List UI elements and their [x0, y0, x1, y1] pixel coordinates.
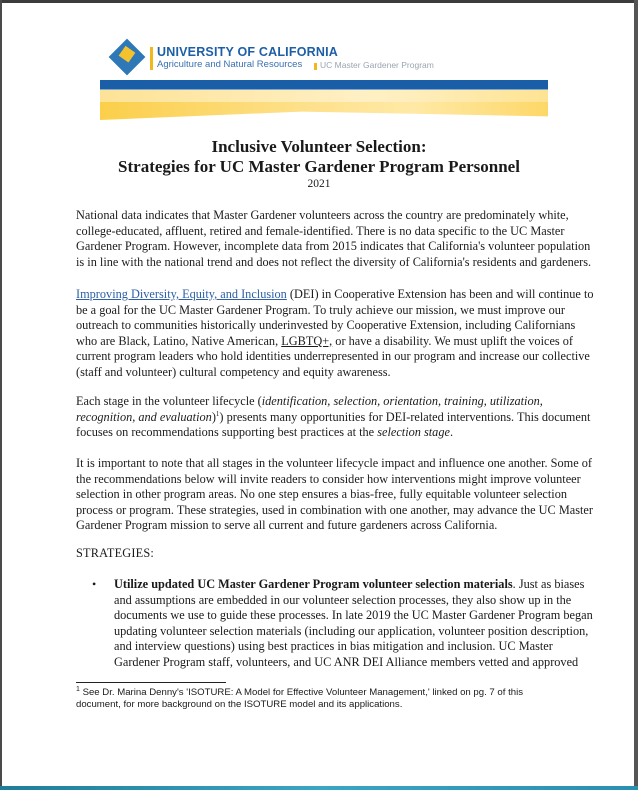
paragraph-stages: [76, 456, 593, 534]
bullet-icon: •: [92, 577, 97, 591]
text: who are Black, Latino, Native American,: [76, 333, 282, 348]
text-line: Gardener Program mission to serve all current and future gardeners across California.: [76, 518, 498, 533]
text: ): [211, 409, 216, 424]
text-line: It is important to note that all stages in the volunteer lifecycle impact and influence one another. Some of: [76, 456, 592, 470]
text-line: outreach to communities historically underinvested by Cooperative Extension, including Californians: [76, 318, 576, 333]
doc-year: 2021: [307, 178, 331, 190]
text-line: is in line with the national trend and does not reflect the diversity of California's residents and gardeners.: [76, 254, 592, 269]
doc-title: Inclusive Volunteer Selection:: [211, 137, 427, 156]
banner-highlight: [100, 90, 548, 102]
text-line: current program leaders who hold identities underrepresented in our program and increase our collective: [76, 349, 590, 364]
logo-divider: [150, 47, 153, 70]
text-line: documents we use to guide these processes. In late 2019 the UC Master Gardener Program began: [114, 608, 593, 623]
dei-link[interactable]: Improving Diversity, Equity, and Inclusion: [76, 287, 287, 301]
footnote: [76, 687, 586, 711]
italic-text: identification, selection, orientation, training, utilization,: [261, 394, 543, 408]
window-border-bottom: [0, 786, 638, 790]
text-line: Gardener Program staff, volunteers, and UC ANR DEI Alliance members vetted and approved: [114, 654, 579, 669]
section-heading-strategies: STRATEGIES:: [76, 546, 155, 560]
text: See Dr. Marina Denny's 'ISOTURE: A Model for Effective Volunteer Management,' linked on pg. 7 of this: [79, 687, 524, 698]
text-line: and assumptions are embedded in our volunteer selection processes, they also show up in the: [114, 592, 572, 607]
text-line: updating volunteer selection materials (including our application, volunteer position description,: [114, 623, 589, 638]
text: .: [449, 425, 454, 440]
text-line: college-educated, affluent, retired and female-identified. There is no data specific to the UC Master: [76, 223, 565, 238]
text: (DEI) in Cooperative Extension has been and will continue to: [286, 287, 594, 301]
text-line: selection in other program areas. No one step ensures a bias-free, fully equitable volunteer selection: [76, 487, 568, 502]
text-line: document, for more background on the ISOTURE model and its applications.: [76, 699, 403, 710]
uc-anr-logo-icon: [109, 39, 146, 76]
banner-blue-stripe: [100, 80, 548, 89]
text-line: process or program. These strategies, used in combination with one another, may advance the UC Master: [76, 502, 593, 517]
italic-text: selection stage: [377, 425, 450, 440]
footnote-ref[interactable]: 1: [215, 409, 220, 418]
text: Each stage in the volunteer lifecycle (: [76, 394, 262, 408]
text-line: and interview questions) using best practices in bias mitigation and inclusion. UC Master: [114, 639, 553, 654]
italic-text: recognition, and evaluation: [76, 409, 212, 424]
window-border-left: [0, 0, 2, 790]
text-line: the recommendations below will invite readers to consider how interventions might improve volunteer: [76, 471, 581, 486]
text: focuses on recommendations supporting best practices at the: [76, 425, 378, 440]
org-subtitle: Agriculture and Natural Resources: [157, 59, 303, 70]
program-divider: [314, 63, 317, 70]
text: or have a disability. We must uplift the voices of: [332, 333, 574, 348]
lgbtq-link[interactable]: LGBTQ+,: [281, 333, 333, 348]
text-line: National data indicates that Master Gardener volunteers across the country are predominately white,: [76, 208, 569, 222]
text-line: (staff and volunteer) cultural competency and equity awareness.: [76, 364, 391, 379]
text: ) presents many opportunities for DEI-related interventions. This document: [219, 409, 591, 424]
bold-text: Utilize updated UC Master Gardener Program volunteer selection materials: [114, 577, 513, 591]
letterhead-banner: [100, 80, 548, 122]
text: . Just as biases: [512, 577, 585, 591]
footnote-divider: [76, 682, 226, 683]
text-line: Gardener Program. However, incomplete data from 2015 indicates that California's volunteer population: [76, 239, 591, 254]
program-name: UC Master Gardener Program: [320, 60, 434, 70]
doc-subtitle: Strategies for UC Master Gardener Program Personnel: [118, 157, 520, 176]
window-border-top: [0, 0, 638, 3]
window-border-right: [634, 0, 638, 790]
footnote-number: 1: [76, 685, 80, 693]
org-name: UNIVERSITY OF CALIFORNIA: [157, 45, 338, 59]
paragraph-lifecycle: [76, 394, 591, 441]
letterhead: [108, 38, 548, 80]
paragraph-national-data: [76, 208, 592, 270]
text-line: be a goal for the UC Master Gardener Program. To truly achieve our mission, we must improve our: [76, 302, 565, 317]
paragraph-dei: [76, 287, 594, 381]
